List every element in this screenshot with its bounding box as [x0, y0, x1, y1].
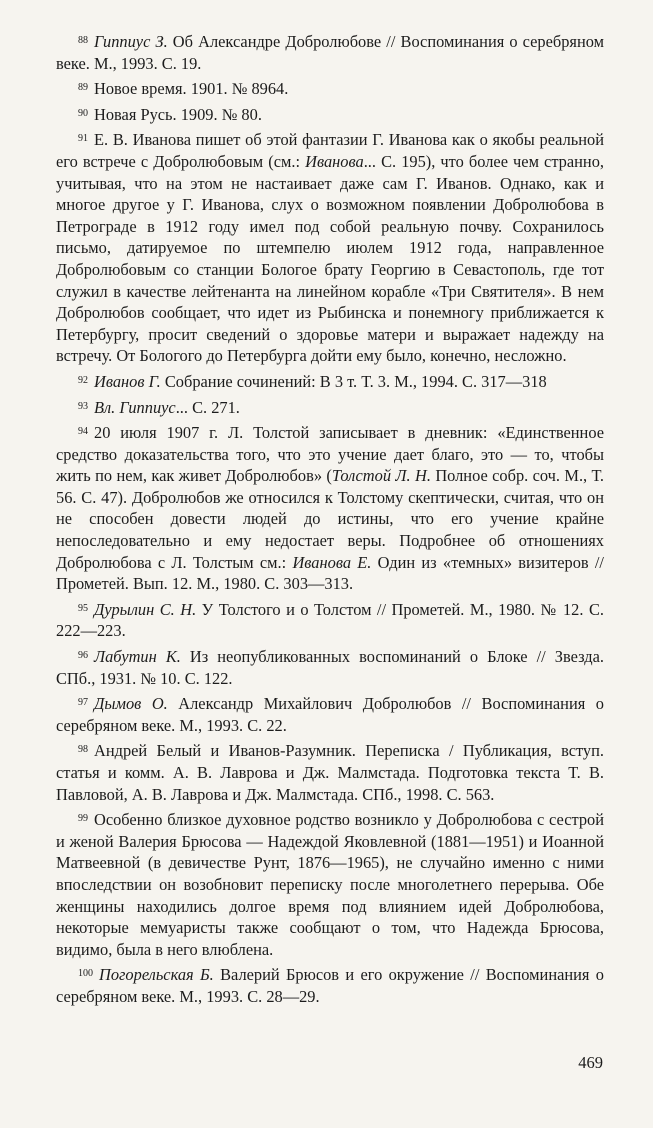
footnote-number: 93 [78, 400, 88, 412]
footnote-number: 96 [78, 650, 88, 662]
footnote-number: 92 [78, 374, 88, 386]
footnote [56, 370, 604, 393]
footnote-text: Александр Михайлович Добролюбов // Воспоминания о серебряном веке. М., 1993. С. 22. [56, 694, 604, 735]
footnote-author: Погорельская Б. [99, 965, 214, 985]
footnote-author: Вл. Гиппиус [94, 397, 176, 417]
footnote [56, 30, 604, 74]
footnote [56, 598, 604, 642]
footnote [56, 963, 604, 1007]
footnote-author: Иванова Е. [292, 552, 372, 572]
footnote-author: Лабутин К. [94, 647, 181, 667]
footnote [56, 421, 604, 595]
footnote-number: 98 [78, 744, 88, 756]
footnote [56, 128, 604, 367]
footnote-text: Андрей Белый и Иванов-Разумник. Переписка / Публикация, вступ. статья и комм. А. В. Лаврова и Дж. Малмстада. Подготовка текста Т. В. Павловой, А. В. Лаврова и Дж. Малмстада. СПб., 1998. С. 563. [56, 741, 604, 804]
footnote-number: 91 [78, 133, 88, 145]
footnote-text: Валерий Брюсов и его окружение // Воспоминания о серебряном веке. М., 1993. С. 28—29. [56, 965, 604, 1006]
footnote-author: Гиппиус З. [94, 32, 168, 51]
footnote-text: Собрание сочинений: В 3 т. Т. 3. М., 1994. С. 317—318 [160, 371, 547, 391]
footnote-text: Один из «темных» визитеров // Прометей. Вып. 12. М., 1980. С. 303—313. [56, 552, 604, 594]
footnote [56, 396, 604, 419]
footnote [56, 77, 604, 100]
footnote-text: Е. В. Иванова пишет об этой фантазии Г. Иванова как о якобы реальной его встрече с Добролюбовым (см.: [56, 130, 604, 171]
footnote-text: У Толстого и о Толстом // Прометей. М., 1980. № 12. С. 222—223. [56, 599, 604, 641]
page-number: 469 [578, 1053, 603, 1072]
footnote-text: ... С. 195), что более чем странно, учитывая, что на этом не настаивает даже сам Г. Иванов. Однако, как и многое другое у Г. Иванова, слух о возможном появлении Добролюбова в Петрограде в 1912 году имел под собой реальную почву. Сохранилось письмо, датируемое по штемпелю июлем 1912 года, направленное Добролюбовым со станции Бологое брату Георгию в Севастополь, где тот служил в качестве лейтенанта на линейном корабле «Три Святителя». В нем Добролюбов сообщает, что идет из Рыбинска и понемногу приближается к Петербургу, просит сведений о здоровье матери и выражает надежду на встречу. От Бологого до Петербурга дойти ему было, конечно, несложно. [56, 151, 604, 366]
footnote-number: 89 [78, 82, 88, 94]
footnote-text: Особенно близкое духовное родство возникло у Добролюбова с сестрой и женой Валерия Брюсова — Надеждой Яковлевной (1881—1951) и Иоанной Матвеевной (в девичестве Рунт, 1876—1965), не случайно именно с ними впоследствии он возобновит переписку после многолетнего перерыва. Обе женщины находились долгое время под влиянием идей Добролюбова, некоторые мемуаристы также сообщают о том, что Надежда Брюсова, видимо, была в него влюблена. [56, 810, 604, 959]
footnote-number: 88 [78, 35, 88, 46]
footnote-number: 90 [78, 107, 88, 119]
footnote-text: Полное собр. соч. М., Т. 56. С. 47). Добролюбов же относился к Толстому скептически, считая, что он не способен довести людей до истины, что его учение крайне непоследовательно и ему недостает веры. Подробнее об отношениях Добролюбова с Л. Толстым см.: [56, 466, 604, 572]
footnote-number: 95 [78, 602, 88, 614]
footnote-number: 94 [78, 426, 88, 438]
footnote [56, 103, 604, 126]
footnote-author: Иванова [305, 151, 364, 171]
footnote-text: Об Александре Добролюбове // Воспоминания о серебряном веке. М., 1993. С. 19. [56, 32, 605, 73]
footnote-author: Дымов О. [94, 694, 168, 714]
footnote-text: Новая Русь. 1909. № 80. [94, 104, 262, 124]
footnote [56, 808, 604, 960]
footnote-text: 20 июля 1907 г. Л. Толстой записывает в дневник: «Единственное средство доказательства того, что это учение дает благо, это — то, чтобы жить по нем, как живет Добролюбов» ( [56, 423, 604, 486]
footnote-text: Новое время. 1901. № 8964. [94, 79, 289, 99]
footnote-number: 99 [78, 813, 88, 825]
footnote-list [56, 30, 604, 1008]
footnote-author: Дурылин С. Н. [94, 599, 197, 619]
footnote-text: Из неопубликованных воспоминаний о Блоке // Звезда. СПб., 1931. № 10. С. 122. [56, 647, 604, 688]
footnote-number: 97 [78, 697, 88, 709]
footnote [56, 739, 604, 805]
footnotes-page [56, 30, 604, 1090]
footnote-author: Иванов Г. [94, 371, 161, 391]
footnote [56, 692, 604, 736]
footnote-author: Толстой Л. Н. [331, 466, 431, 486]
footnote-number: 100 [78, 968, 93, 980]
footnote [56, 645, 604, 689]
footnote-text: ... С. 271. [175, 397, 240, 417]
